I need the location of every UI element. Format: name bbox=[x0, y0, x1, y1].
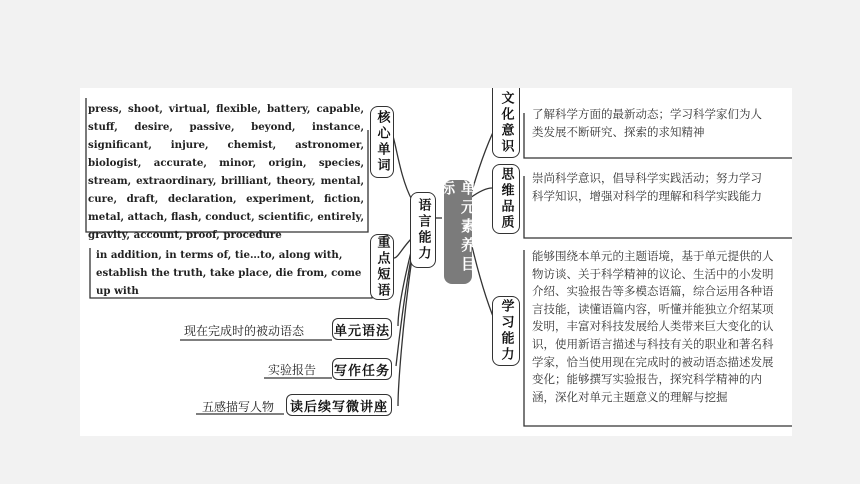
reading-leaf: 五感描写人物 bbox=[202, 400, 275, 414]
mind-map bbox=[80, 88, 792, 436]
key-phrases-text: in addition, in terms of, tie…to, along with, establish the truth, take place, die from, come up with bbox=[96, 249, 362, 297]
reading-lecture-node: 读后续写微讲座 bbox=[286, 394, 392, 416]
thinking-quality-text: 崇尚科学意识，倡导科学实践活动；努力学习科学知识，增强对科学的理解和科学实践能力 bbox=[532, 171, 762, 203]
center-node: 单元素养目标 bbox=[444, 180, 472, 284]
learning-ability-node: 学习能力 bbox=[492, 296, 520, 366]
cultural-awareness-text: 了解科学方面的最新动态；学习科学家们为人类发展不断研究、探索的求知精神 bbox=[532, 107, 762, 139]
language-ability-node: 语言能力 bbox=[410, 192, 436, 268]
unit-grammar-node: 单元语法 bbox=[332, 318, 392, 340]
writing-task-node: 写作任务 bbox=[332, 358, 392, 380]
writing-leaf: 实验报告 bbox=[268, 363, 317, 377]
key-phrases-node: 重点短语 bbox=[370, 234, 394, 300]
core-vocabulary-text: press, shoot, virtual, flexible, battery, capable, stuff, desire, passive, beyond, instance, significant, injure, chemist, astronomer, biologist, accurate, minor, origin, species, stream, extraordinary, brilliant, theory, mental, cure, draft, declaration, experiment, fiction, metal, attach, flash, conduct, scientific, entirely, gravity, account, proof, procedure bbox=[88, 103, 364, 241]
cultural-awareness-node: 文化意识 bbox=[492, 88, 520, 158]
grammar-leaf: 现在完成时的被动语态 bbox=[184, 324, 305, 338]
core-vocabulary-node: 核心单词 bbox=[370, 106, 394, 178]
thinking-quality-node: 思维品质 bbox=[492, 164, 520, 234]
learning-ability-text: 能够围绕本单元的主题语境，基于单元提供的人物访谈、关于科学精神的议论、生活中的小发明介绍、实验报告等多模态语篇，综合运用各种语言技能，读懂语篇内容，听懂并能独立介绍某项发明，丰富对科技发展给人类带来巨大变化的认识，使用新语言描述与科技有关的职业和著名科学家，恰当使用现在完成时的被动语态描述发展变化；能够撰写实验报告，探究科学精神的内涵，深化对单元主题意义的理解与挖掘 bbox=[532, 249, 774, 404]
